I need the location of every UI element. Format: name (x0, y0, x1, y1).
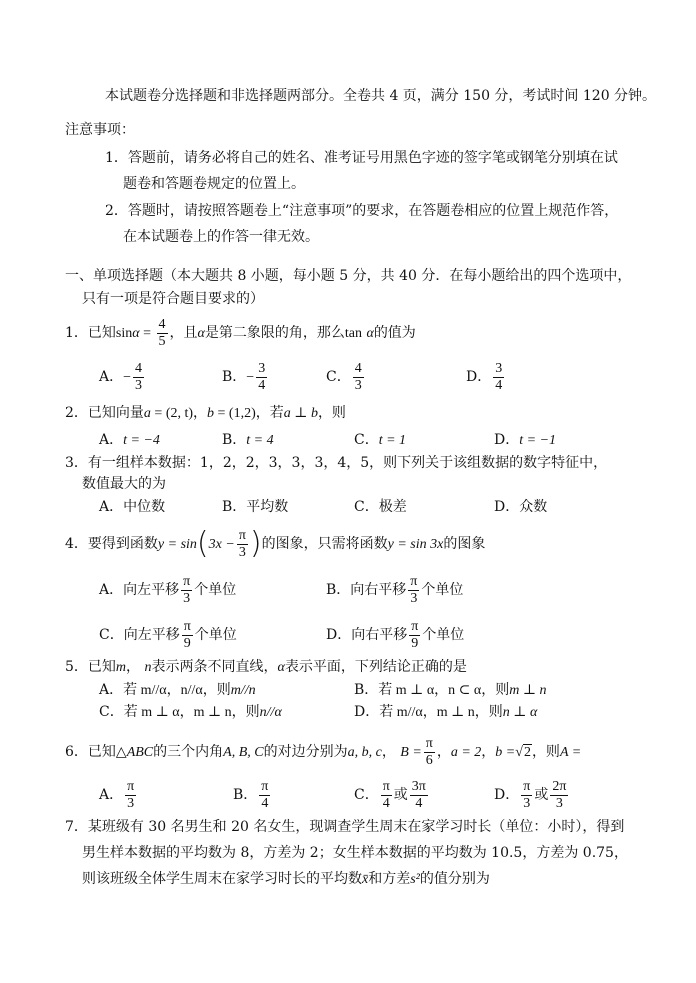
question-2-stem (65, 403, 346, 424)
q5-option-d-result: n ⊥ α (502, 705, 538, 720)
q4-func2: y = sin 3x (387, 537, 444, 552)
question-4-stem (65, 527, 485, 562)
notice-1-line2: 题卷和答题卷规定的位置上。 (123, 176, 305, 192)
q4-option-a-label: A． (99, 582, 124, 598)
q5-option-c-label: C． (99, 704, 124, 720)
q6-a: a = 2 (450, 745, 482, 760)
q4-option-c-pre: 向左平移 (123, 627, 180, 643)
q1-option-c-num: 4 (354, 360, 362, 376)
q4-option-d-pre: 向右平移 (351, 627, 408, 643)
q1-option-b-den: 4 (258, 377, 266, 393)
q4-option-d-fraction (409, 619, 420, 652)
q6-option-c-fraction-1 (381, 779, 392, 812)
q4-option-b-label: B． (326, 582, 351, 598)
q7-xbar: x̄ (362, 872, 369, 887)
q5-option-b-cond: 若 m ⊥ α，n ⊂ α，则 (378, 683, 510, 698)
q4-right-paren: ) (249, 526, 262, 561)
q7-line3-c: 的值分别为 (419, 871, 490, 887)
q6-B-num: π (425, 735, 433, 751)
q1-mid: ，且 (169, 325, 198, 341)
q1-option-d-fraction (493, 361, 504, 394)
q2-option-c[interactable] (354, 430, 406, 451)
notice-title: 注意事项： (65, 122, 135, 138)
q6-option-d-den2: 3 (555, 795, 563, 811)
q5-option-a-result: m//n (230, 683, 256, 698)
q1-option-d-den: 4 (495, 377, 503, 393)
q4-option-d-post: 个单位 (422, 627, 465, 643)
q1-option-b-num: 3 (258, 360, 266, 376)
q6-sep: ， (381, 744, 396, 760)
q1-option-a-label: A． (99, 369, 124, 385)
q3-option-b[interactable] (222, 497, 288, 517)
q6-post: ，则 (531, 744, 560, 760)
q5-option-d-cond: 若 m//α，m ⊥ n，则 (379, 705, 503, 720)
q2-number: 2． (65, 405, 88, 421)
q3-option-b-label: B． (222, 499, 247, 515)
q5-option-b[interactable] (354, 680, 547, 701)
q1-sin: sin (115, 326, 133, 341)
q6-option-c-den2: 4 (415, 795, 423, 811)
q1-alpha-2: α (197, 326, 205, 341)
q6-option-d-num2: 2π (552, 778, 567, 794)
q6-B-fraction (424, 736, 435, 769)
q1-option-a-den: 3 (135, 377, 143, 393)
q6-option-c-den1: 4 (382, 795, 390, 811)
q4-option-b-den: 3 (410, 590, 418, 606)
notice-1-text: 答题前，请务必将自己的姓名、准考证号用黑色字迹的签字笔或钢笔分别填在试 (127, 150, 618, 166)
q2-sep: ， (193, 405, 208, 421)
q2-option-d-text: t = −1 (519, 433, 557, 448)
q4-option-d-den: 9 (411, 635, 419, 651)
q6-option-a[interactable] (99, 778, 138, 812)
q4-pi: π (238, 527, 246, 543)
q6-option-c-num2: 3π (411, 778, 426, 794)
q4-three: 3 (238, 544, 246, 560)
q6-triangle: △ABC (115, 745, 154, 760)
q4-option-a-den: 3 (183, 590, 191, 606)
q6-option-a-fraction (125, 779, 136, 812)
q3-option-c[interactable] (354, 497, 407, 517)
q1-option-d-num: 3 (495, 360, 503, 376)
q1-option-a-sign: − (123, 370, 132, 385)
q7-line3-a: 则该班级全体学生周末在家学习时长的平均数 (82, 871, 362, 887)
q5-n: n (144, 660, 152, 675)
q4-option-b-fraction (408, 574, 419, 607)
q5-option-d[interactable] (354, 702, 537, 723)
q6-b: b = (495, 745, 516, 760)
q6-mid2: 的对边分别为 (263, 744, 348, 760)
q5-option-a-cond: 若 m//α，n//α，则 (123, 683, 231, 698)
q2-option-b[interactable] (222, 430, 274, 451)
q4-option-b[interactable] (326, 573, 463, 607)
q2-option-d-label: D． (494, 432, 520, 448)
q5-option-c[interactable] (99, 702, 282, 723)
question-3-line2: 数值最大的为 (82, 476, 166, 492)
q4-option-a-post: 个单位 (194, 582, 237, 598)
q4-option-d[interactable] (326, 618, 464, 652)
q2-option-c-label: C． (354, 432, 379, 448)
q6-option-a-label: A． (99, 787, 124, 803)
q2-perp: ⊥ (290, 406, 311, 421)
q1-option-d-label: D． (466, 369, 492, 385)
q2-option-a[interactable] (99, 430, 160, 451)
q4-left-paren: ( (196, 526, 209, 561)
q6-A: A = (559, 745, 582, 760)
q4-number: 4． (65, 536, 88, 552)
q6-sides: a, b, c (347, 745, 382, 760)
q1-alpha: α (132, 326, 140, 341)
q1-number: 1． (65, 325, 88, 341)
q1-tan: tan (344, 326, 362, 341)
q2-option-a-text: t = −4 (123, 433, 160, 448)
q2-vector-b: b (207, 406, 215, 421)
q6-pre: 已知 (87, 744, 116, 760)
notice-2-text: 答题时，请按照答题卷上“注意事项”的要求，在答题卷相应的位置上规范作答， (127, 203, 619, 219)
q6-B: B = (400, 745, 422, 760)
q1-frac-numerator: 4 (158, 316, 166, 332)
q1-option-a[interactable] (99, 360, 146, 395)
q3-option-b-text: 平均数 (246, 499, 289, 515)
q6-B-den: 6 (425, 752, 433, 768)
q3-option-c-text: 极差 (378, 499, 407, 515)
q4-option-c-label: C． (99, 627, 124, 643)
q3-option-d-label: D． (494, 499, 520, 515)
q2-option-a-label: A． (99, 432, 124, 448)
q1-fraction (157, 317, 168, 350)
q6-sqrt: √2 (515, 745, 531, 760)
q5-mid: 表示两条不同直线， (151, 659, 278, 675)
notice-1-number: 1． (105, 150, 128, 166)
q6-option-c-or: 或 (393, 787, 408, 803)
q4-option-b-post: 个单位 (421, 582, 464, 598)
q5-m: m (115, 660, 127, 675)
notice-2-line2: 在本试题卷上的作答一律无效。 (123, 229, 319, 245)
q3-option-c-label: C． (354, 499, 379, 515)
q6-option-b-num: π (261, 778, 269, 794)
q5-option-b-label: B． (354, 682, 379, 698)
question-1-stem (65, 316, 416, 351)
q6-option-c[interactable] (354, 778, 430, 812)
q6-option-c-fraction-2 (410, 779, 428, 812)
q2-post: ，则 (317, 405, 346, 421)
q5-option-c-result: n//α (259, 705, 282, 720)
q1-option-a-num: 4 (135, 360, 143, 376)
q6-option-b-fraction (259, 779, 270, 812)
question-7-line2: 男生样本数据的平均数为 8，方差为 2；女生样本数据的平均数为 10.5，方差为 0.75， (82, 845, 628, 861)
q2-cond: ，若 (255, 405, 284, 421)
q1-option-c[interactable] (326, 360, 366, 394)
q4-option-b-num: π (410, 573, 418, 589)
q1-post: 的值为 (373, 325, 416, 341)
q1-option-b-sign: − (246, 370, 255, 385)
q6-option-d[interactable] (494, 778, 570, 812)
q6-option-a-den: 3 (127, 795, 135, 811)
q4-option-c-den: 9 (183, 635, 191, 651)
q1-option-d[interactable] (466, 360, 506, 394)
q4-arg: 3x − (208, 537, 235, 552)
q4-option-c[interactable] (99, 618, 237, 652)
q6-option-c-num1: π (382, 778, 390, 794)
question-3-line1: 3．有一组样本数据：1，2，2，3，3，3，4，5，则下列关于该组数据的数字特征中， (65, 455, 608, 471)
notice-2-line1 (105, 201, 618, 221)
q3-option-a-label: A． (99, 499, 124, 515)
q6-option-b[interactable] (233, 778, 272, 812)
q5-number: 5． (65, 659, 88, 675)
q1-option-c-den: 3 (354, 377, 362, 393)
q3-option-a-text: 中位数 (123, 499, 166, 515)
q1-option-c-label: C． (326, 369, 351, 385)
q2-b-value: = (1,2) (214, 406, 256, 421)
q6-option-d-label: D． (494, 787, 520, 803)
q1-eq: = (139, 326, 155, 341)
q6-angles: A, B, C (223, 745, 264, 760)
q6-option-b-den: 4 (261, 795, 269, 811)
q1-frac-denominator: 5 (158, 333, 166, 349)
q5-option-b-result: m ⊥ n (509, 683, 547, 698)
q2-vector-a-2: a (283, 406, 291, 421)
q4-option-d-label: D． (326, 627, 352, 643)
q5-option-a[interactable] (99, 680, 256, 701)
q6-mid1: 的三个内角 (153, 744, 224, 760)
q5-option-c-cond: 若 m ⊥ α，m ⊥ n，则 (123, 705, 260, 720)
question-5-stem: 5．已知m， n表示两条不同直线，α表示平面，下列结论正确的是 (65, 659, 467, 675)
question-6-stem: 6．已知△ABC的三个内角A, B, C的对边分别为a, b, c， B = $\frac{\pi}{6}$ ，a = 2，b =√2，则A = (65, 735, 582, 768)
q3-option-a[interactable] (99, 497, 165, 517)
q1-alpha-3: α (366, 326, 374, 341)
question-7-line1: 7．某班级有 30 名男生和 20 名女生，现调查学生周末在家学习时长（单位：小时），得到 (65, 819, 625, 835)
q6-root: 2 (523, 745, 531, 760)
q2-vector-a: a (143, 406, 151, 421)
q5-option-a-label: A． (99, 682, 124, 698)
q4-option-c-num: π (183, 618, 191, 634)
q6-number: 6． (65, 744, 88, 760)
q4-pre: 要得到函数 (87, 536, 158, 552)
notice-2-number: 2． (105, 203, 128, 219)
q6-option-d-or: 或 (534, 787, 549, 803)
q6-option-a-num: π (127, 778, 135, 794)
q2-pre: 已知向量 (87, 405, 144, 421)
q2-option-c-text: t = 1 (378, 433, 407, 448)
q4-option-a-pre: 向左平移 (123, 582, 180, 598)
q5-post: 表示平面，下列结论正确的是 (284, 659, 467, 675)
question-7-line3 (82, 869, 490, 890)
q1-option-a-fraction (133, 361, 144, 394)
q4-mid: 的图象，只需将函数 (261, 536, 388, 552)
q4-option-a-fraction (181, 574, 192, 607)
q2-option-d[interactable] (494, 430, 556, 451)
q4-option-a-num: π (183, 573, 191, 589)
q6-option-d-num1: π (523, 778, 531, 794)
q5-option-d-label: D． (354, 704, 380, 720)
q4-func1: y = sin (157, 537, 197, 552)
q1-pre: 已知 (87, 325, 116, 341)
q4-post: 的图象 (443, 536, 486, 552)
q4-option-b-pre: 向右平移 (350, 582, 407, 598)
q3-option-d[interactable] (494, 497, 547, 517)
q1-option-c-fraction (353, 361, 364, 394)
q6-option-b-label: B． (233, 787, 258, 803)
q4-fraction (237, 528, 248, 561)
q5-alpha: α (277, 660, 285, 675)
q6-option-c-label: C． (354, 787, 379, 803)
q7-line3-b: 和方差 (368, 871, 411, 887)
q7-s2: s² (410, 872, 420, 887)
q2-option-b-label: B． (222, 432, 247, 448)
q4-option-a[interactable] (99, 573, 236, 607)
q6-option-d-fraction-1 (521, 779, 532, 812)
q1-option-b-label: B． (222, 369, 247, 385)
q4-option-c-post: 个单位 (194, 627, 237, 643)
q4-option-d-num: π (411, 618, 419, 634)
q1-option-b[interactable] (222, 360, 269, 395)
section-heading-line2: 只有一项是符合题目要求的） (82, 291, 264, 307)
q6-option-d-fraction-2 (550, 779, 568, 812)
q6-option-d-den1: 3 (523, 795, 531, 811)
exam-intro: 本试题卷分选择题和非选择题两部分。全卷共 4 页，满分 150 分，考试时间 120 分钟。 (105, 88, 657, 104)
q2-vector-b-2: b (310, 406, 318, 421)
q4-option-c-fraction (182, 619, 193, 652)
q3-option-d-text: 众数 (519, 499, 548, 515)
q2-a-value: = (2, t) (150, 406, 194, 421)
notice-1-line1 (105, 148, 618, 168)
q1-mid2: 是第二象限的角，那么 (204, 325, 345, 341)
q5-pre: 已知 (87, 659, 116, 675)
q2-option-b-text: t = 4 (246, 433, 274, 448)
q1-option-b-fraction (256, 361, 267, 394)
section-heading-line1: 一、单项选择题（本大题共 8 小题，每小题 5 分，共 40 分．在每小题给出的四个选项中， (65, 268, 632, 284)
